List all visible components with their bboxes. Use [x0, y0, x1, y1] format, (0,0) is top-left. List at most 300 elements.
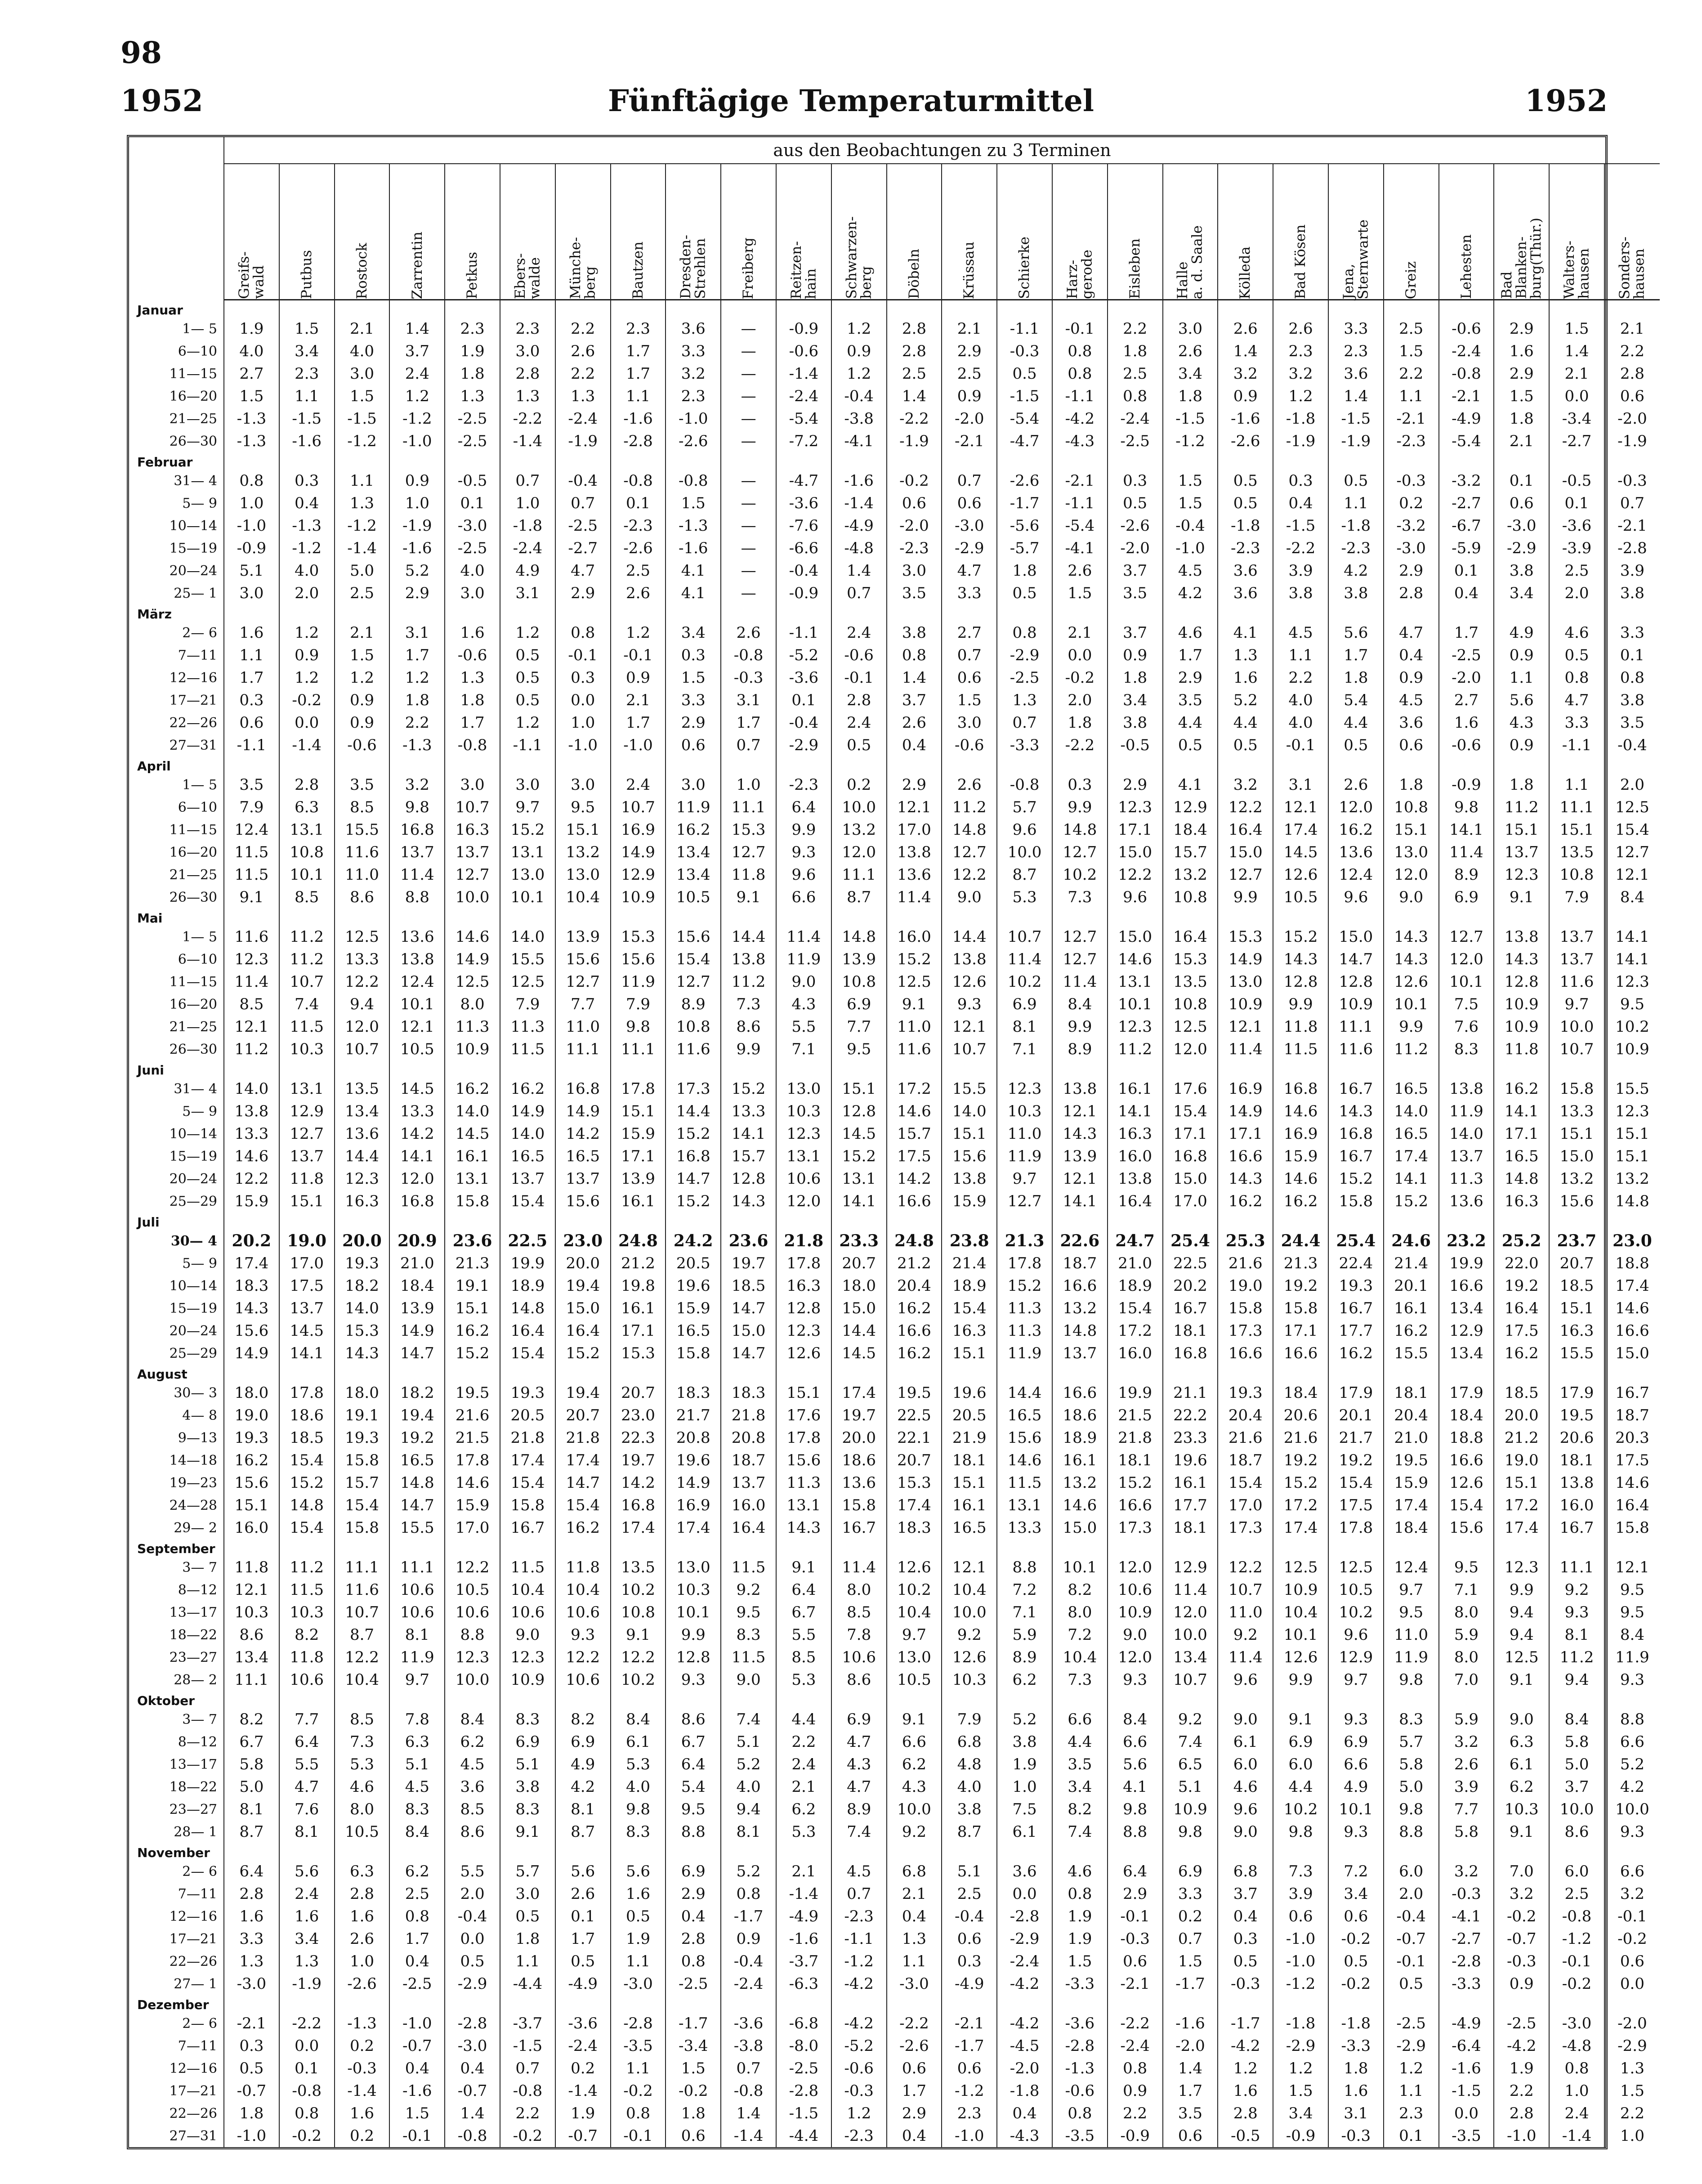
temperature-cell: -0.4: [555, 470, 611, 492]
temperature-cell: -0.3: [1439, 1883, 1494, 1905]
temperature-cell: 12.6: [1439, 1472, 1494, 1494]
temperature-cell: 10.1: [389, 993, 445, 1016]
temperature-cell: 16.5: [1384, 1078, 1439, 1100]
temperature-cell: 23.0: [611, 1404, 666, 1427]
temperature-cell: -1.3: [389, 734, 445, 756]
temperature-cell: 0.8: [721, 1883, 776, 1905]
station-name: Sonders- hausen: [1617, 236, 1648, 299]
temperature-cell: 2.3: [1384, 2102, 1439, 2125]
temperature-cell: 10.1: [279, 864, 335, 886]
station-name: Krüssau: [961, 241, 978, 299]
temperature-cell: -3.6: [555, 2012, 611, 2035]
temperature-cell: 16.0: [224, 1517, 279, 1539]
temperature-cell: 15.6: [555, 948, 611, 971]
temperature-cell: 1.4: [1328, 385, 1384, 407]
month-gap-cell: [279, 909, 335, 926]
temperature-cell: -1.7: [721, 1905, 776, 1928]
temperature-cell: 0.8: [1052, 2102, 1108, 2125]
temperature-cell: 16.0: [1108, 1342, 1163, 1365]
month-gap-cell: [997, 1365, 1052, 1382]
temperature-cell: 18.9: [942, 1275, 997, 1297]
temperature-cell: 3.5: [1604, 712, 1660, 734]
temperature-cell: 16.2: [1218, 1190, 1273, 1213]
temperature-cell: -0.4: [831, 385, 887, 407]
table-row: [129, 712, 1660, 734]
temperature-cell: 3.5: [224, 774, 279, 796]
temperature-cell: 14.3: [1273, 948, 1328, 971]
temperature-cell: 9.8: [1384, 1669, 1439, 1691]
temperature-cell: 10.5: [389, 1038, 445, 1061]
temperature-cell: -4.2: [997, 2012, 1052, 2035]
temperature-cell: 21.3: [445, 1252, 500, 1275]
table-row: [129, 1342, 1660, 1365]
temperature-cell: 15.6: [1549, 1190, 1604, 1213]
temperature-cell: 9.9: [1273, 993, 1328, 1016]
temperature-cell: 9.0: [500, 1624, 555, 1646]
temperature-cell: 17.8: [445, 1449, 500, 1472]
temperature-cell: 6.6: [776, 886, 831, 909]
temperature-cell: -3.0: [1549, 2012, 1604, 2035]
temperature-cell: 0.1: [776, 689, 831, 712]
temperature-cell: 0.8: [611, 2102, 666, 2125]
temperature-cell: -2.6: [335, 1973, 390, 1995]
month-gap-cell: [1384, 1061, 1439, 1078]
temperature-cell: 20.9: [389, 1230, 445, 1252]
temperature-cell: 2.2: [555, 318, 611, 340]
temperature-cell: -4.7: [776, 470, 831, 492]
temperature-cell: 1.8: [1108, 340, 1163, 363]
temperature-cell: 13.7: [445, 841, 500, 864]
temperature-cell: 2.5: [611, 559, 666, 582]
temperature-cell: 14.6: [997, 1449, 1052, 1472]
month-gap-cell: [389, 1691, 445, 1708]
temperature-cell: 1.5: [1052, 582, 1108, 604]
temperature-cell: 2.8: [831, 689, 887, 712]
table-row: [129, 2102, 1660, 2125]
temperature-cell: 3.0: [500, 1883, 555, 1905]
temperature-cell: -3.2: [1439, 470, 1494, 492]
month-gap-cell: [1604, 1691, 1660, 1708]
temperature-cell: 1.8: [500, 1928, 555, 1950]
month-gap-cell: [335, 1365, 390, 1382]
temperature-cell: 7.1: [997, 1601, 1052, 1624]
temperature-cell: 13.8: [1549, 1472, 1604, 1494]
temperature-cell: 14.6: [1604, 1297, 1660, 1320]
temperature-cell: 1.2: [500, 712, 555, 734]
temperature-cell: -0.9: [1439, 774, 1494, 796]
temperature-cell: 16.2: [1494, 1342, 1549, 1365]
temperature-cell: 20.1: [1328, 1404, 1384, 1427]
temperature-cell: 0.7: [721, 2057, 776, 2080]
temperature-cell: -2.2: [1108, 2012, 1163, 2035]
month-gap-cell: [942, 756, 997, 774]
temperature-cell: 17.9: [1328, 1382, 1384, 1404]
temperature-cell: 8.8: [389, 886, 445, 909]
temperature-cell: 10.9: [1273, 1579, 1328, 1601]
month-gap-cell: [1549, 1061, 1604, 1078]
month-gap-cell: [335, 909, 390, 926]
temperature-cell: 16.4: [1108, 1190, 1163, 1213]
temperature-cell: 12.7: [997, 1190, 1052, 1213]
temperature-cell: 6.7: [666, 1731, 721, 1753]
month-name: Juli: [137, 1215, 160, 1230]
temperature-cell: 17.9: [1439, 1382, 1494, 1404]
temperature-cell: 3.2: [1439, 1860, 1494, 1883]
temperature-cell: 2.1: [1549, 363, 1604, 385]
temperature-cell: 14.3: [721, 1190, 776, 1213]
temperature-cell: 1.5: [389, 2102, 445, 2125]
temperature-cell: 10.9: [611, 886, 666, 909]
month-gap-cell: [721, 1691, 776, 1708]
temperature-cell: 18.1: [1108, 1449, 1163, 1472]
table-row: [129, 1190, 1660, 1213]
temperature-cell: -2.8: [611, 2012, 666, 2035]
month-header-row: [129, 909, 1660, 926]
temperature-cell: 12.1: [224, 1579, 279, 1601]
temperature-cell: 12.7: [1218, 864, 1273, 886]
temperature-cell: 8.9: [997, 1646, 1052, 1669]
temperature-cell: 1.3: [445, 385, 500, 407]
temperature-cell: 17.7: [1163, 1494, 1218, 1517]
station-name: Halle a. d. Saale: [1175, 225, 1206, 299]
month-header-row: [129, 1213, 1660, 1230]
month-gap-cell: [1384, 909, 1439, 926]
temperature-cell: 11.2: [1108, 1038, 1163, 1061]
temperature-cell: 17.5: [1494, 1320, 1549, 1342]
temperature-cell: 3.4: [279, 340, 335, 363]
temperature-cell: 10.5: [1273, 886, 1328, 909]
temperature-cell: 9.7: [1384, 1579, 1439, 1601]
temperature-cell: -2.8: [1439, 1950, 1494, 1973]
temperature-cell: 8.4: [445, 1708, 500, 1731]
temperature-cell: 3.5: [1052, 1753, 1108, 1776]
temperature-cell: 5.9: [1439, 1624, 1494, 1646]
temperature-cell: 10.3: [997, 1100, 1052, 1123]
temperature-cell: 19.6: [1163, 1449, 1218, 1472]
temperature-cell: 18.8: [1604, 1252, 1660, 1275]
temperature-cell: 12.3: [997, 1078, 1052, 1100]
temperature-cell: 16.8: [1273, 1078, 1328, 1100]
temperature-cell: 1.8: [224, 2102, 279, 2125]
temperature-cell: 10.4: [555, 1579, 611, 1601]
temperature-cell: 16.6: [1439, 1449, 1494, 1472]
temperature-cell: 10.3: [1494, 1798, 1549, 1821]
temperature-cell: 13.8: [224, 1100, 279, 1123]
temperature-cell: 0.4: [445, 2057, 500, 2080]
temperature-cell: 15.8: [1218, 1297, 1273, 1320]
temperature-cell: 7.0: [1494, 1860, 1549, 1883]
period-label: 27—31: [169, 2128, 217, 2144]
temperature-cell: 7.8: [831, 1624, 887, 1646]
temperature-cell: 9.2: [1218, 1624, 1273, 1646]
temperature-cell: 13.1: [279, 819, 335, 841]
temperature-cell: 1.5: [1604, 2080, 1660, 2102]
temperature-cell: 18.6: [1052, 1404, 1108, 1427]
table-row: [129, 689, 1660, 712]
station-name: Greifs- wald: [236, 251, 267, 299]
temperature-cell: 17.3: [666, 1078, 721, 1100]
temperature-cell: 10.6: [555, 1601, 611, 1624]
month-gap-cell: [1328, 1213, 1384, 1230]
temperature-cell: 2.7: [224, 363, 279, 385]
temperature-cell: 1.9: [1494, 2057, 1549, 2080]
temperature-cell: -4.9: [831, 515, 887, 537]
temperature-cell: 4.5: [1273, 622, 1328, 644]
temperature-cell: 7.4: [279, 993, 335, 1016]
temperature-cell: 17.5: [1604, 1449, 1660, 1472]
temperature-cell: 1.3: [335, 492, 390, 515]
temperature-cell: 10.3: [279, 1601, 335, 1624]
temperature-cell: 4.3: [887, 1776, 942, 1798]
temperature-cell: 19.2: [1328, 1449, 1384, 1472]
month-gap-cell: [389, 1995, 445, 2012]
temperature-cell: 1.1: [335, 470, 390, 492]
temperature-cell: 13.3: [389, 1100, 445, 1123]
temperature-cell: 11.1: [831, 864, 887, 886]
temperature-cell: -0.3: [1328, 2125, 1384, 2147]
month-gap-cell: [1328, 604, 1384, 622]
temperature-cell: 16.7: [1328, 1297, 1384, 1320]
temperature-cell: 3.8: [500, 1776, 555, 1798]
month-gap-cell: [721, 1539, 776, 1556]
temperature-cell: 9.3: [1328, 1821, 1384, 1843]
temperature-cell: 6.0: [1218, 1753, 1273, 1776]
temperature-cell: 19.5: [1384, 1449, 1439, 1472]
temperature-cell: 16.5: [1494, 1145, 1549, 1168]
temperature-cell: 1.2: [1218, 2057, 1273, 2080]
temperature-cell: -1.8: [1328, 2012, 1384, 2035]
table-row: [129, 385, 1660, 407]
temperature-cell: 18.4: [1163, 819, 1218, 841]
temperature-cell: 14.6: [1108, 948, 1163, 971]
month-gap-cell: [721, 909, 776, 926]
temperature-cell: -3.5: [1052, 2125, 1108, 2147]
temperature-cell: 3.9: [1273, 1883, 1328, 1905]
station-name: Freiberg: [740, 237, 757, 299]
temperature-cell: 17.0: [445, 1517, 500, 1539]
temperature-cell: 2.6: [555, 1883, 611, 1905]
month-gap-cell: [1439, 1995, 1494, 2012]
month-gap-cell: [1163, 1061, 1218, 1078]
temperature-cell: -0.1: [831, 667, 887, 689]
temperature-cell: 6.1: [1494, 1753, 1549, 1776]
temperature-cell: 21.1: [1163, 1382, 1218, 1404]
temperature-cell: 9.9: [1218, 886, 1273, 909]
temperature-cell: 0.9: [335, 689, 390, 712]
temperature-cell: -2.0: [887, 515, 942, 537]
temperature-cell: 13.7: [389, 841, 445, 864]
temperature-cell: 1.8: [1328, 667, 1384, 689]
station-header: [942, 164, 997, 300]
temperature-cell: 0.6: [1494, 492, 1549, 515]
month-gap-cell: [942, 1691, 997, 1708]
temperature-cell: 12.7: [555, 971, 611, 993]
temperature-cell: 3.6: [1328, 363, 1384, 385]
temperature-cell: 17.7: [1328, 1320, 1384, 1342]
month-gap-cell: [997, 1995, 1052, 2012]
temperature-cell: 12.2: [1108, 864, 1163, 886]
temperature-cell: 10.1: [1052, 1556, 1108, 1579]
temperature-cell: 12.9: [611, 864, 666, 886]
temperature-cell: 4.9: [555, 1753, 611, 1776]
temperature-cell: -4.9: [1439, 2012, 1494, 2035]
month-name: April: [137, 759, 171, 774]
temperature-cell: 10.9: [1163, 1798, 1218, 1821]
temperature-cell: 13.4: [1439, 1342, 1494, 1365]
temperature-cell: 3.5: [887, 582, 942, 604]
temperature-cell: 14.1: [721, 1123, 776, 1145]
temperature-cell: 1.7: [445, 712, 500, 734]
temperature-cell: 0.8: [1052, 1883, 1108, 1905]
temperature-cell: —: [721, 318, 776, 340]
temperature-cell: 2.4: [611, 774, 666, 796]
temperature-cell: -1.5: [1273, 515, 1328, 537]
temperature-cell: 1.2: [611, 622, 666, 644]
temperature-cell: 4.4: [776, 1708, 831, 1731]
period-label: 4— 8: [182, 1407, 217, 1423]
table-row: [129, 796, 1660, 819]
temperature-cell: 8.1: [997, 1016, 1052, 1038]
temperature-cell: 15.6: [1439, 1517, 1494, 1539]
temperature-cell: 9.1: [1494, 1821, 1549, 1843]
temperature-cell: -3.9: [1549, 537, 1604, 559]
temperature-cell: -0.8: [445, 2125, 500, 2147]
temperature-cell: 2.4: [831, 712, 887, 734]
temperature-cell: 1.8: [389, 689, 445, 712]
temperature-cell: 12.5: [1494, 1646, 1549, 1669]
temperature-cell: 10.7: [997, 926, 1052, 948]
temperature-cell: 1.6: [279, 1905, 335, 1928]
month-header-row: [129, 1995, 1660, 2012]
month-gap-cell: [224, 1843, 279, 1860]
temperature-cell: 24.2: [666, 1230, 721, 1252]
temperature-cell: 9.4: [335, 993, 390, 1016]
month-gap-cell: [279, 756, 335, 774]
temperature-cell: 1.9: [555, 2102, 611, 2125]
temperature-cell: 0.1: [611, 492, 666, 515]
temperature-cell: 13.8: [942, 948, 997, 971]
period-label: 26—30: [169, 889, 217, 905]
month-gap-cell: [887, 1691, 942, 1708]
temperature-cell: 0.5: [500, 667, 555, 689]
temperature-cell: -1.3: [224, 430, 279, 452]
temperature-cell: 11.9: [1439, 1100, 1494, 1123]
temperature-cell: 9.1: [776, 1556, 831, 1579]
temperature-cell: 7.5: [1439, 993, 1494, 1016]
temperature-cell: 13.6: [1439, 1190, 1494, 1213]
table-row: [129, 948, 1660, 971]
temperature-cell: 18.7: [1604, 1404, 1660, 1427]
temperature-cell: 13.1: [279, 1078, 335, 1100]
temperature-cell: 6.6: [1108, 1731, 1163, 1753]
temperature-cell: 0.9: [1494, 644, 1549, 667]
temperature-cell: 2.9: [666, 712, 721, 734]
temperature-cell: -0.8: [997, 774, 1052, 796]
temperature-cell: 3.2: [1218, 363, 1273, 385]
temperature-cell: 2.9: [887, 774, 942, 796]
temperature-cell: -0.6: [1439, 318, 1494, 340]
temperature-cell: 11.6: [666, 1038, 721, 1061]
temperature-cell: 4.2: [1604, 1776, 1660, 1798]
temperature-cell: 14.3: [1218, 1168, 1273, 1190]
temperature-cell: 16.6: [1604, 1320, 1660, 1342]
temperature-cell: 12.0: [1108, 1556, 1163, 1579]
temperature-cell: 24.8: [887, 1230, 942, 1252]
temperature-cell: 0.5: [1218, 470, 1273, 492]
month-gap-cell: [1273, 1213, 1328, 1230]
temperature-cell: 4.0: [335, 340, 390, 363]
table-row: [129, 1297, 1660, 1320]
temperature-cell: 23.6: [721, 1230, 776, 1252]
temperature-cell: 8.9: [666, 993, 721, 1016]
temperature-cell: -0.2: [611, 2080, 666, 2102]
table-row: [129, 1472, 1660, 1494]
temperature-cell: 3.4: [1273, 2102, 1328, 2125]
temperature-cell: -2.0: [942, 407, 997, 430]
temperature-cell: 14.3: [1052, 1123, 1108, 1145]
temperature-cell: 20.4: [1384, 1404, 1439, 1427]
temperature-cell: -0.1: [1549, 1950, 1604, 1973]
temperature-cell: 12.3: [1108, 1016, 1163, 1038]
temperature-cell: 15.0: [1549, 1145, 1604, 1168]
period-label: 27— 1: [174, 1976, 217, 1992]
temperature-cell: 0.3: [555, 667, 611, 689]
temperature-cell: 17.6: [776, 1404, 831, 1427]
period-label: 5— 9: [182, 1103, 217, 1119]
temperature-cell: 17.2: [887, 1078, 942, 1100]
temperature-cell: -1.0: [1273, 1950, 1328, 1973]
temperature-cell: 0.8: [1108, 385, 1163, 407]
temperature-cell: 12.0: [1328, 796, 1384, 819]
month-gap-cell: [611, 1365, 666, 1382]
temperature-cell: 21.8: [1108, 1427, 1163, 1449]
temperature-cell: 8.6: [335, 886, 390, 909]
temperature-cell: 6.1: [1218, 1731, 1273, 1753]
temperature-cell: 12.1: [942, 1016, 997, 1038]
period-label: 18—22: [169, 1779, 217, 1795]
temperature-cell: -4.1: [831, 430, 887, 452]
temperature-cell: 16.0: [721, 1494, 776, 1517]
temperature-cell: 12.6: [942, 971, 997, 993]
station-header: [611, 164, 666, 300]
station-header: [1604, 164, 1660, 300]
month-gap-cell: [1273, 1843, 1328, 1860]
temperature-cell: 18.1: [942, 1449, 997, 1472]
temperature-cell: 10.4: [500, 1579, 555, 1601]
temperature-cell: 8.2: [224, 1708, 279, 1731]
temperature-cell: 8.3: [389, 1798, 445, 1821]
temperature-cell: 8.0: [1439, 1601, 1494, 1624]
temperature-cell: 5.5: [445, 1860, 500, 1883]
temperature-cell: 9.2: [887, 1821, 942, 1843]
temperature-cell: 9.4: [1494, 1601, 1549, 1624]
month-gap-cell: [1052, 909, 1108, 926]
temperature-cell: 16.7: [1604, 1382, 1660, 1404]
period-label: 1— 5: [182, 321, 217, 337]
temperature-cell: 10.4: [335, 1669, 390, 1691]
month-gap-cell: [555, 604, 611, 622]
temperature-cell: 10.5: [335, 1821, 390, 1843]
temperature-cell: 13.0: [776, 1078, 831, 1100]
temperature-cell: -0.7: [389, 2035, 445, 2057]
temperature-cell: 18.1: [1163, 1517, 1218, 1539]
temperature-cell: 6.4: [776, 796, 831, 819]
temperature-cell: 2.9: [666, 1883, 721, 1905]
temperature-cell: 1.1: [1494, 667, 1549, 689]
temperature-cell: 3.2: [389, 774, 445, 796]
table-row: [129, 1776, 1660, 1798]
temperature-cell: -0.6: [831, 644, 887, 667]
